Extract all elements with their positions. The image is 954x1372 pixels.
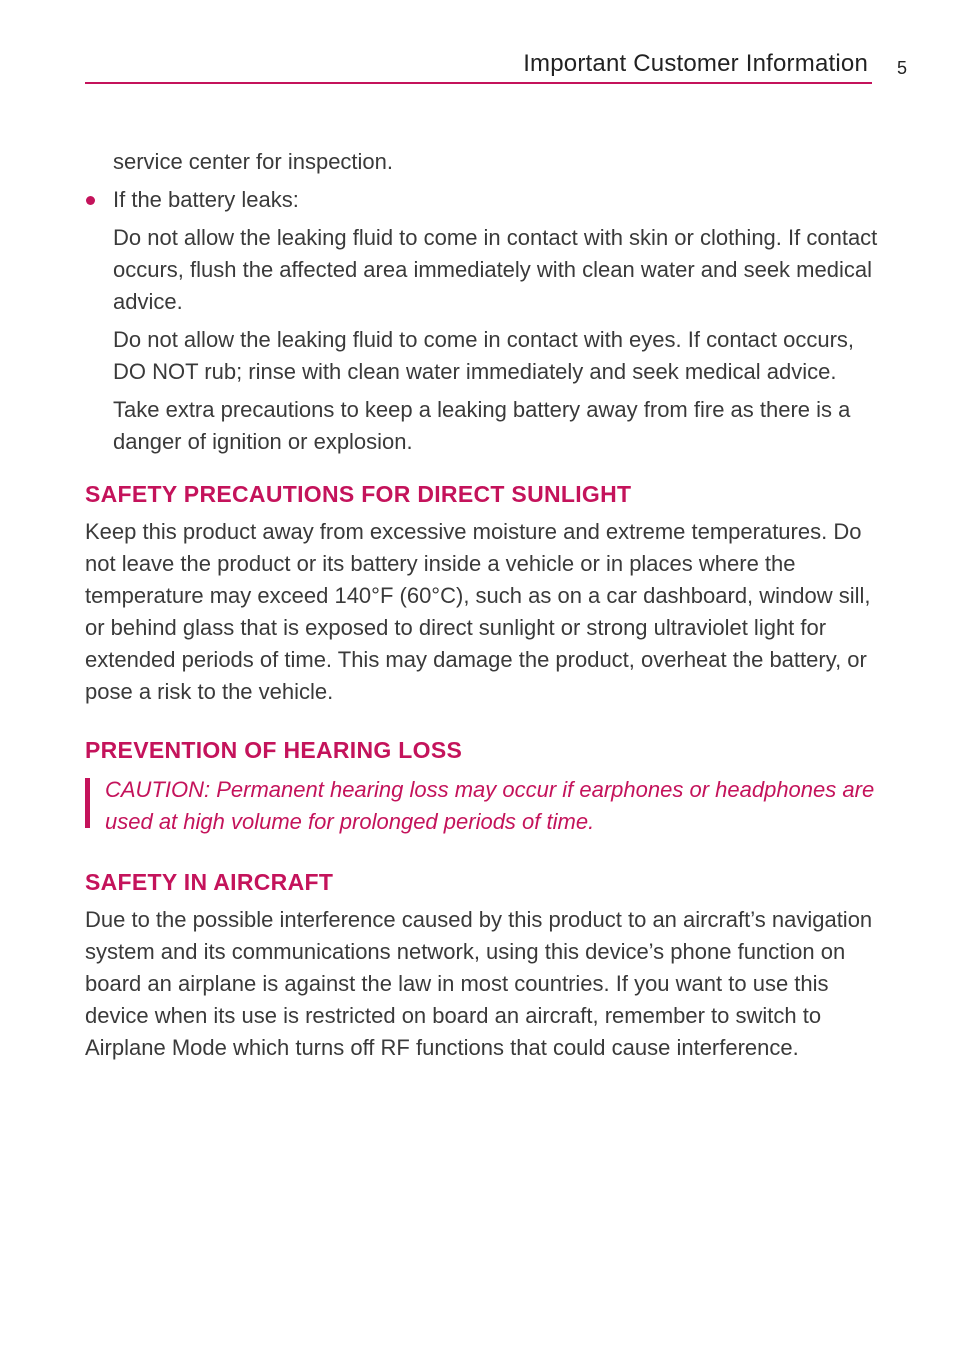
sunlight-heading: SAFETY PRECAUTIONS FOR DIRECT SUNLIGHT <box>85 481 632 507</box>
hearing-caution <box>85 774 885 838</box>
page-number: 5 <box>897 58 908 78</box>
caution-bar-icon <box>85 778 90 828</box>
battery-leak-paragraph-fire: Take extra precautions to keep a leaking battery away from fire as there is a danger of ignition or explosion. <box>113 397 851 454</box>
page-header <box>85 48 872 84</box>
battery-continuation: service center for inspection. <box>113 149 394 174</box>
page-content <box>85 146 885 1064</box>
battery-leak-paragraph-skin: Do not allow the leaking fluid to come in contact with skin or clothing. If contact occurs, flush the affected area immediately with clean water and seek medical advice. <box>113 225 878 314</box>
hearing-caution-text: CAUTION: Permanent hearing loss may occur if earphones or headphones are used at high volume for prolonged periods of time. <box>105 777 875 834</box>
battery-leak-label: If the battery leaks: <box>113 187 299 212</box>
battery-leak-paragraph-eyes: Do not allow the leaking fluid to come in contact with eyes. If contact occurs, DO NOT rub; rinse with clean water immediately and seek medical advice. <box>113 327 855 384</box>
bullet-dot-icon <box>86 196 95 205</box>
header-title: Important Customer Information <box>523 50 868 77</box>
aircraft-heading: SAFETY IN AIRCRAFT <box>85 869 334 895</box>
battery-leak-bullet <box>85 184 885 216</box>
sunlight-body: Keep this product away from excessive moisture and extreme temperatures. Do not leave the product or its battery inside a vehicle or in places where the temperature may exceed 140°F (60°C), such as on a car dashboard, window sill, or behind glass that is exposed to direct sunlight or strong ultraviolet light for extended periods of time. This may damage the product, overheat the battery, or pose a risk to the vehicle. <box>85 519 871 704</box>
hearing-heading: PREVENTION OF HEARING LOSS <box>85 737 463 763</box>
aircraft-body: Due to the possible interference caused by this product to an aircraft’s navigation system and its communications network, using this device’s phone function on board an airplane is against the law in most countries. If you want to use this device when its use is restricted on board an aircraft, remember to switch to Airplane Mode which turns off RF functions that could cause interference. <box>85 907 873 1060</box>
